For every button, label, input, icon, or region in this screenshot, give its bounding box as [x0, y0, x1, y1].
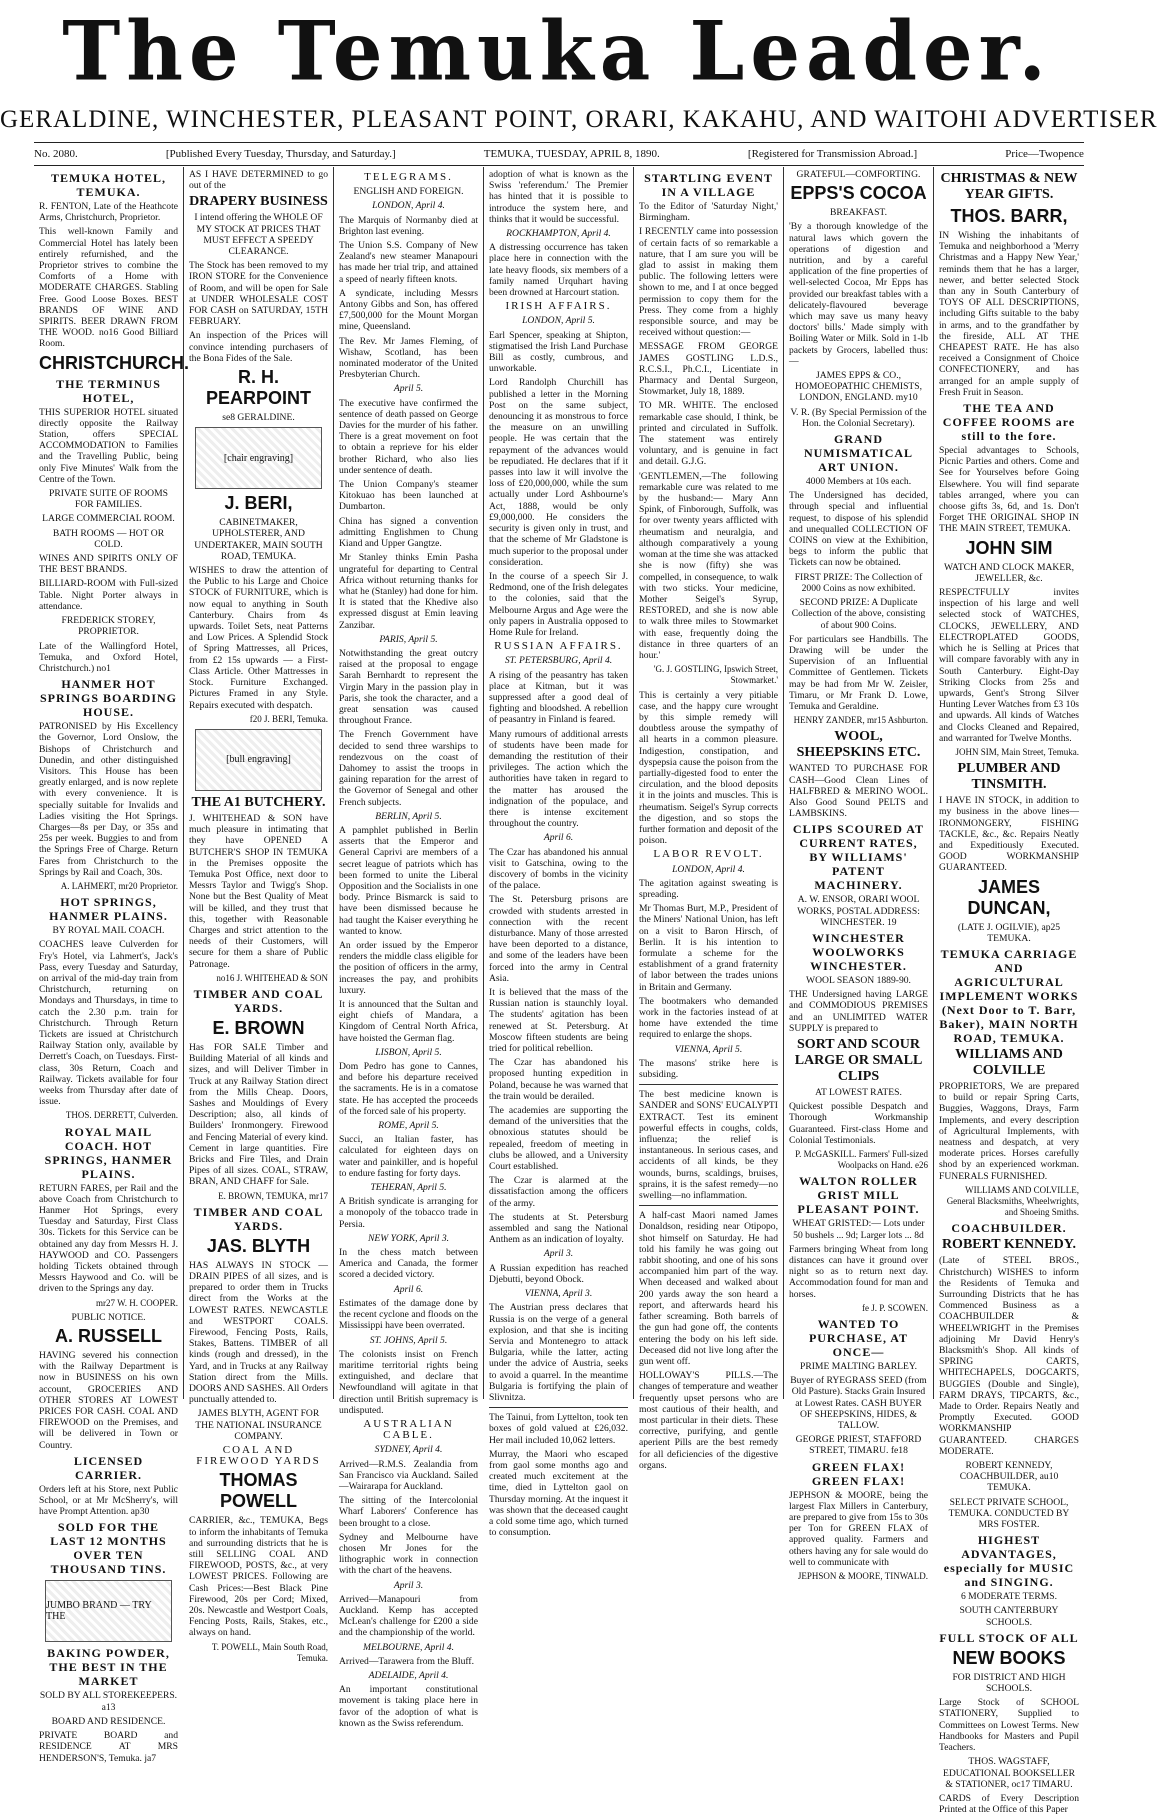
column-text-block: BATH ROOMS — HOT OR COLD.: [52, 527, 165, 550]
column-text-block: NEW YORK, April 3.: [367, 1232, 450, 1244]
column-text-block: A distressing occurrence has taken place here in connection with the late heavy floods, six members of a family named Urquhart having been drowned at Harcourt station.: [489, 242, 628, 299]
divider: [639, 1205, 778, 1206]
column-text-block: A. RUSSELL: [54, 1326, 162, 1347]
column-text-block: no16 J. WHITEHEAD & SON: [216, 972, 328, 983]
column-text-block: THOMAS POWELL: [219, 1470, 298, 1512]
column-text-block: ADELAIDE, April 4.: [368, 1669, 449, 1681]
column-text-block: PRIVATE SUITE OF ROOMS FOR FAMILIES.: [49, 488, 168, 511]
column-text-block: CHRISTMAS & NEW YEAR GIFTS.: [940, 171, 1078, 202]
column-text-block: NEW BOOKS: [952, 1647, 1066, 1668]
column-text-block: LONDON, April 5.: [522, 315, 595, 327]
column-text-block: AS I HAVE DETERMINED to go out of the: [189, 169, 328, 192]
column-text-block: ENGLISH AND FOREIGN.: [353, 186, 464, 198]
column-text-block: It is announced that the Sultan and eight chiefs of Mandara, a Kingdom of Central North Africa, have hoisted the German flag.: [339, 999, 478, 1044]
column-text-block: ROBERT KENNEDY, COACHBUILDER, au10 TEMUKA.: [959, 1460, 1059, 1494]
column-text-block: Many rumours of additional arrests of students have been made for demanding the restitution of their privileges. The action which the authorities have taken in regard to the matter has aroused the indignation of the populace, and there is intense excitement throughout the country.: [489, 728, 628, 830]
column-text-block: The Marquis of Normanby died at Brighton last evening.: [339, 214, 478, 237]
column-text-block: SOUTH CANTERBURY SCHOOLS.: [959, 1605, 1059, 1628]
column-text-block: A. LAHMERT, mr20 Proprietor.: [60, 880, 178, 891]
column-text-block: Quickest possible Despatch and Thorough Workmanship Guaranteed. First-class Home and Colonial Testimonials.: [789, 1101, 928, 1146]
column-text-block: HIGHEST ADVANTAGES, especially for MUSIC and SINGING.: [943, 1533, 1075, 1590]
column-text-block: Has FOR SALE Timber and Building Material of all kinds and sizes, and will Deliver Timber in Truck at any Railway Station direct from the Mills Cheap. Doors, Sashes and Mouldings of Every Description; also, all kinds of Builders' Ironmongery. Firewood and Fencing Material of every kind. Cement in large quantities. Fire Bricks and Fire Tiles, and Drain Pipes of all sizes. COAL, STRAW, BRAN, AND CHAFF for Sale.: [189, 1041, 328, 1188]
column-text-block: April 6.: [543, 832, 574, 844]
column-text-block: WINCHESTER WOOLWORKS WINCHESTER.: [810, 930, 907, 973]
column-text-block: WILLIAMS AND COLVILLE: [955, 1046, 1063, 1078]
column-text-block: Special advantages to Schools, Picnic Parties and others. Come and See for Yourselves before Going Elsewhere. You will find separate tables arranged, where you can choose gifts 3s, 6d, and 1s. Don't Forget THE ORIGINAL SHOP IN THE MAIN STREET, TEMUKA.: [939, 445, 1079, 535]
column-text-block: April 6.: [393, 1283, 424, 1295]
column-text-block: HENRY ZANDER, mr15 Ashburton.: [793, 715, 928, 726]
column-text-block: The Austrian press declares that Russia is on the verge of a general explosion, and that she is inciting Servia and Montenegro to attack Bulgaria, while the latter, acting under the advice of Austria, seeks to avoid a quarrel. In the meantime Bulgaria is fortifying the plain of Slivnitza.: [489, 1302, 628, 1403]
column-text-block: WATCH AND CLOCK MAKER, JEWELLER, &c.: [943, 561, 1075, 584]
column-text-block: RESPECTFULLY invites inspection of his large and well selected stock of WATCHES, CLOCKS, JEWELLERY, AND ELECTROPLATED GOODS, which he is Selling at Prices that will compare favorably with any in South Canterbury. Eight-Day Striking Clocks from 25s and upwards, Gent's Strong Silver Hunting Lever Watches from £3 10s and upwards. All kinds of Watches and Clocks Cleaned and Repaired, and warranted for Twelve Months.: [939, 587, 1079, 744]
column-text-block: The Czar has abandoned his annual visit to Gatschina, owing to the discovery of bombs in the vicinity of the palace.: [489, 846, 628, 892]
column-text-block: PLUMBER AND TINSMITH.: [957, 761, 1061, 793]
column-text-block: A. W. ENSOR, ORARI WOOL WORKS, POSTAL ADDRESS: WINCHESTER. 19: [797, 894, 920, 928]
column-text-block: LICENSED CARRIER.: [73, 1453, 144, 1482]
column-text-block: The Undersigned has decided, through special and influential request, to dispose of his splendid and unequalled COLLECTION OF COINS on view at the Exhibition, begs to inform the public that Tickets can now be obtained.: [789, 490, 928, 569]
column-text-block: BILLIARD-ROOM with Full-sized Table. Night Porter always in attendance.: [39, 578, 178, 612]
column-text-block: A half-cast Maori named James Donaldson, residing near Otipopo, shot himself on Saturday. He had told his family he was going out rabbit shooting, and one of his sons accompanied him part of the way. When deceased and walked about 200 yards away the son heard a report, and afterwards heard his father screaming. Both barrels of the gun had gone off, the contents entering the body on his left side. Deceased did not live long after the gun went off.: [639, 1210, 778, 1367]
column-text-block: BAKING POWDER, THE BEST IN THE MARKET: [47, 1646, 170, 1689]
column-text-block: MELBOURNE, April 4.: [363, 1641, 454, 1653]
column-text-block: A British syndicate is arranging for a monopoly of the tobacco trade in Persia.: [339, 1196, 478, 1230]
column-2: [184, 167, 334, 1663]
column-text-block: TIMBER AND COAL YARDS.: [193, 986, 324, 1015]
column-text-block: I RECENTLY came into possession of certain facts of so remarkable a nature, that I am sure you will be glad to assist in making them public. The following letters were shown to me, and I at once begged permission to copy them for the Press. They come from a highly responsible source, and may be received without question:—: [639, 226, 778, 339]
column-text-block: ROBERT KENNEDY.: [941, 1237, 1077, 1253]
column-text-block: 'By a thorough knowledge of the natural laws which govern the operations of digestion and nutrition, and by a careful application of the fine properties of well-selected Cocoa, Mr Epps has provided our breakfast tables with a delicately-flavoured beverage which may save us many heavy doctors' bills.' Made simply with Boiling Water or Milk. Sold in 1-lb packets by Grocers, labelled thus:—: [789, 221, 928, 367]
column-text-block: PRIME MALTING BARLEY.: [799, 1361, 917, 1373]
column-text-block: R. FENTON, Late of the Heathcote Arms, Christchurch, Proprietor.: [39, 201, 178, 224]
column-text-block: The Czar has abandoned his proposed hunting expedition in Poland, because he was warned that the train would be derailed.: [489, 1057, 628, 1102]
column-text-block: WISHES to draw the attention of the Public to his Large and Choice STOCK of FURNITURE, which is now equal to anything in South Canterbury. Chairs from 4s upwards. Toilet Sets, neat Patterns and Low Prices. A Splendid Stock of Spring Mattresses, all Prices, from £2 15s upwards — a First-Class Article. Other Mattresses in Stock. Furniture Exchanged. Pictures Framed in any Style. Repairs executed with despatch.: [189, 565, 328, 711]
column-text-block: STARTLING EVENT IN A VILLAGE: [644, 171, 773, 199]
column-text-block: The Union S.S. Company of New Zealand's new steamer Manapouri has made her trial trip, and attained a speed of nearly fifteen knots.: [339, 240, 478, 285]
column-text-block: CHRISTCHURCH.: [39, 352, 189, 373]
column-text-block: WHEAT GRISTED:— Lots under 50 bushels ... 9d; Larger lots ... 8d: [792, 1218, 925, 1241]
column-text-block: IN Wishing the inhabitants of Temuka and neighborhood a 'Merry Christmas and a Happy New Year,' reminds them that he has a larger, newer, and better selected Stock than any in South Canterbury of TOYS OF ALL DESCRIPTIONS, including Gifts suitable to the baby in arms, and to the grandfather by the fireside, ALL AT THE CHEAPEST RATE. He has also received a Consignment of Choice CONFECTIONERY, and has arranged for an ample supply of Fresh Fruit in Season.: [939, 230, 1079, 398]
column-text-block: R. H. PEARPOINT: [205, 367, 311, 409]
column-text-block: Arrived—R.M.S. Zealandia from San Francisco via Auckland. Sailed—Wairarapa for Auckland.: [339, 1458, 478, 1492]
column-text-block: PUBLIC NOTICE.: [71, 1311, 146, 1323]
column-text-block: WANTED TO PURCHASE, AT ONCE—: [808, 1317, 909, 1360]
column-text-block: Murray, the Maori who escaped from gaol some months ago and created much excitement at the time, died in Lyttelton gaol on Thursday morning. At the inquest it was shown that the deceased caught a cold some time ago, which turned to consumption.: [489, 1448, 628, 1539]
column-text-block: Arrived—Manapouri from Auckland. Kemp has accepted McLean's challenge for £200 a side and the championship of the world.: [339, 1593, 478, 1639]
column-text-block: THOS. BARR,: [950, 206, 1068, 226]
column-text-block: BREAKFAST.: [830, 207, 887, 219]
column-text-block: Sydney and Melbourne have chosen Mr Jones for the lithographic work in connection with the chart of the heavens.: [339, 1531, 478, 1577]
column-text-block: WINES AND SPIRITS ONLY OF THE BEST BRANDS.: [39, 553, 178, 576]
column-text-block: The sitting of the Intercolonial Wharf Laborers' Conference has been brought to a close.: [339, 1495, 478, 1529]
column-text-block: It is believed that the mass of the Russian nation is staunchly loyal. The students' agitation has been renewed at St. Petersburg. At Moscow fifteen students are being tried for political rebellion.: [489, 987, 628, 1055]
column-text-block: FIRST PRIZE: The Collection of 2000 Coins as now exhibited.: [794, 571, 923, 594]
column-text-block: Mr Thomas Burt, M.P., President of the Miners' National Union, has left on a visit to Baron Hirsch, of Berlin. It is his intention to formulate a scheme for the establishment of a grand fraternity of labor between the trades unions in Britain and Germany.: [639, 903, 778, 993]
column-text-block: BOARD AND RESIDENCE.: [51, 1715, 166, 1727]
registered-note: [Registered for Transmission Abroad.]: [747, 148, 918, 160]
column-text-block: THOS. WAGSTAFF, EDUCATIONAL BOOKSELLER & STATIONER, oc17 TIMARU.: [942, 1756, 1076, 1790]
column-text-block: The academies are supporting the demand of the universities that the obnoxious statutes should be repealed, freedom of meeting in clubs be allowed, and a University Court established.: [489, 1105, 628, 1173]
column-text-block: se8 GERALDINE.: [222, 412, 295, 424]
column-text-block: AUSTRALIAN CABLE.: [363, 1417, 454, 1442]
column-text-block: In the course of a speech Sir J. Redmond, one of the Irish delegates to the colonies, said that the Melbourne Argus and Age were the only papers in Australia opposed to Home Rule for Ireland.: [489, 570, 628, 638]
column-text-block: Succi, an Italian faster, has calculated for eighteen days on water and painkiller, and is hopeful to endure fasting for forty days.: [339, 1134, 478, 1179]
column-text-block: 'GENTLEMEN,—The following remarkable cure was related to me by the husband:— Mary Ann Spink, of Finborough, Suffolk, was for over twenty years afflicted with rheumatism and neuralgia, and although comparatively a young woman at the time she was attacked she is now (fifty) she was compelled, in consequence, to walk with two sticks. Your medicine, Mother Seigel's Syrup, RESTORED, and she is now able to walk three miles to Stowmarket with ease, frequently doing the distance in three quarters of an hour.': [639, 470, 778, 661]
column-text-block: To the Editor of 'Saturday Night,' Birmingham.: [639, 201, 778, 224]
column-text-block: The Czar is alarmed at the dissatisfaction among the officers of the army.: [489, 1175, 628, 1209]
column-text-block: IRISH AFFAIRS.: [505, 300, 612, 313]
column-text-block: The French Government have decided to send three warships to rendezvous on the coast of Dahomey to assist the troops in gaining reparation for the arrest of the Governor of Senegal and other French subjects.: [339, 729, 478, 808]
column-text-block: ST. JOHNS, April 5.: [369, 1334, 448, 1346]
column-text-block: A Russian expedition has reached Djebutti, beyond Obock.: [489, 1262, 628, 1285]
column-text-block: WALTON ROLLER GRIST MILL PLEASANT POINT.: [797, 1174, 920, 1217]
column-text-block: THIS SUPERIOR HOTEL situated directly opposite the Railway Station, offers SPECIAL ACCOMMODATION to Families and the Travelling Public, being only Five Minutes' Walk from the Centre of the Town.: [39, 406, 178, 485]
column-text-block: HOT SPRINGS, HANMER PLAINS.: [49, 895, 168, 924]
column-text-block: JEPHSON & MOORE, being the largest Flax Millers in Canterbury, are prepared to give from 15s to 30s per Ton for GREEN FLAX of approved quality. Farmers and others having any for sale would do well to communicate with: [789, 1489, 928, 1568]
column-text-block: GEORGE PRIEST, STAFFORD STREET, TIMARU. fe18: [795, 1434, 922, 1457]
column-6: [784, 167, 934, 1582]
column-text-block: For particulars see Handbills. The Drawing will be under the Supervision of an Influential Committee of Gentlemen. Tickets may be had from Mr W. Zeisler, Timaru, or Mr Frank D. Lowe, Temuka and Geraldine.: [789, 633, 928, 712]
column-text-block: PARIS, April 5.: [379, 633, 438, 645]
column-text-block: EPPS'S COCOA: [790, 183, 927, 204]
column-text-block: GRAND NUMISMATICAL ART UNION.: [803, 432, 914, 475]
column-text-block: TEMUKA HOTEL, TEMUKA.: [50, 171, 167, 199]
column-text-block: ST. PETERSBURG, April 4.: [504, 655, 613, 667]
column-text-block: The Stock has been removed to my IRON STORE for the Convenience of Room, and will be open for Sale at UNDER WHOLESALE COST FOR CASH on SATURDAY, 15TH FEBRUARY.: [189, 260, 328, 328]
newspaper-title: The Temuka Leader.: [62, 3, 1052, 100]
column-text-block: Estimates of the damage done by the recent cyclone and floods on the Mississippi have been overrated.: [339, 1297, 478, 1332]
column-text-block: I intend offering the WHOLE OF MY STOCK AT PRICES THAT MUST EFFECT A SPEEDY CLEARANCE.: [194, 212, 323, 258]
column-text-block: LONDON, April 4.: [372, 200, 445, 212]
column-text-block: BERLIN, April 5.: [375, 810, 442, 822]
column-text-block: Mr Stanley thinks Emin Pasha ungrateful for departing to Central Africa without returning thanks for what he (Stanley) had done for him. It is stated that the Khedive also expressed disgust at Emin leaving Zanzibar.: [339, 552, 478, 631]
column-text-block: adoption of what is known as the Swiss 'referendum.' The Premier has hinted that it is possible to introduce the system here, and thinks that it would be successful.: [489, 169, 628, 225]
column-text-block: Orders left at his Store, next Public School, or at Mr McSherry's, will have Prompt Attention. ap30: [39, 1483, 178, 1518]
column-text-block: FREDERICK STOREY, PROPRIETOR.: [61, 615, 156, 638]
column-text-block: E. BROWN: [212, 1017, 305, 1038]
divider: [489, 1407, 628, 1408]
illustration: [chair engraving]: [195, 427, 322, 489]
column-text-block: TEHERAN, April 5.: [370, 1182, 447, 1194]
publish-note: [Published Every Tuesday, Thursday, and Saturday.]: [165, 148, 396, 160]
column-text-block: ROCKHAMPTON, April 4.: [506, 228, 611, 240]
column-text-block: CABINETMAKER, UPHOLSTERER, AND UNDERTAKER, MAIN SOUTH ROAD, TEMUKA.: [194, 517, 323, 562]
column-text-block: GREEN FLAX! GREEN FLAX!: [811, 1459, 906, 1488]
column-text-block: The best medicine known is SANDER and SONS' EUCALYPTI EXTRACT. Test its eminent powerful effects in coughs, colds, influenza; the relief is instantaneous. In serious cases, and accidents of all kinds, be they wounds, burns, scaldings, bruises, sprains, it is the safest remedy—no swelling—no inflammation.: [639, 1089, 778, 1202]
column-text-block: The Union Company's steamer Kitokuao has been launched at Dumbarton.: [339, 479, 478, 513]
column-text-block: FOR DISTRICT AND HIGH SCHOOLS.: [952, 1671, 1066, 1695]
column-text-block: TEMUKA CARRIAGE AND AGRICULTURAL IMPLEMENT WORKS (Next Door to T. Barr, Baker), MAIN NORTH ROAD, TEMUKA.: [939, 946, 1079, 1045]
column-text-block: Large Stock of SCHOOL STATIONERY, Supplied to Committees on Lowest Terms. New Handbooks for Masters and Pupil Teachers.: [939, 1697, 1079, 1754]
column-text-block: FULL STOCK OF ALL: [939, 1630, 1079, 1645]
column-1: [34, 167, 189, 1764]
column-text-block: TELEGRAMS.: [364, 171, 453, 183]
column-text-block: JAMES BLYTH, AGENT FOR THE NATIONAL INSURANCE COMPANY.: [195, 1408, 322, 1442]
column-text-block: COAL AND FIREWOOD YARDS: [196, 1444, 321, 1468]
column-text-block: HANMER HOT SPRINGS BOARDING HOUSE.: [39, 677, 178, 720]
column-text-block: MESSAGE FROM GEORGE JAMES GOSTLING L.D.S., R.C.S.I., Ph.C.I., Licentiate in Pharmacy and Dental Surgeon, Stowmarket, July 18, 1889.: [639, 341, 778, 398]
column-text-block: JOHN SIM: [965, 537, 1053, 558]
column-text-block: An important constitutional movement is taking place here in favor of the adoption of what is known as the Swiss referendum.: [339, 1684, 478, 1729]
column-text-block: LABOR REVOLT.: [653, 848, 764, 861]
column-text-block: VIENNA, April 3.: [524, 1288, 593, 1300]
column-text-block: THOS. DERRETT, Culverden.: [65, 1110, 178, 1121]
column-text-block: RUSSIAN AFFAIRS.: [494, 640, 623, 653]
column-text-block: The Rev. Mr James Fleming, of Wishaw, Scotland, has been nominated moderator of the United Presbyterian Church.: [339, 335, 478, 381]
column-text-block: J. BERI,: [224, 493, 293, 514]
column-text-block: 4000 Members at 10s each.: [805, 476, 912, 488]
column-text-block: WOOL, SHEEPSKINS ETC.: [796, 729, 921, 761]
column-text-block: April 3.: [393, 1579, 424, 1591]
column-4: [484, 167, 634, 1539]
column-text-block: WOOL SEASON 1889-90.: [806, 974, 911, 986]
column-text-block: Buyer of RYEGRASS SEED (from Old Pasture). Stacks Grain Insured at Lowest Rates. CASH BUYER OF SHEEPSKINS, HIDES, & TALLOW.: [790, 1375, 927, 1432]
column-text-block: April 3.: [543, 1248, 574, 1260]
column-text-block: Notwithstanding the great outcry raised at the proposal to engage Sarah Bernhardt to represent the Virgin Mary in the passion play in Paris, she took the character, and a great sensation was caused throughout France.: [339, 647, 478, 727]
column-text-block: J. WHITEHEAD & SON have much pleasure in intimating that they have OPENED A BUTCHER'S SHOP IN TEMUKA in the Premises opposite the Temuka Post Office, next door to Messrs Taylor and Twigg's Shop. None but the Best Quality of Meat will be killed, and they trust that this, together with Reasonable Charges and strict attention to the needs of their Customers, will secure for them a share of Public Patronage.: [189, 812, 328, 970]
column-text-block: Lord Randolph Churchill has published a letter in the Morning Post on the same subject, denouncing it as monstrous to force the measure on an unwilling people. He was certain that the repayment of the advances would be repudiated. He declares that if it passes into law it will involve the loss of £20,000,000, while the sum actually under Lord Ashbourne's Act, 1888, would be only £9,000,000. He considers the security is given only in trust, and that the scheme of Mr Gladstone is much superior to the proposal under consideration.: [489, 377, 628, 568]
column-text-block: PRIVATE BOARD and RESIDENCE AT MRS HENDERSON'S, Temuka. ja7: [39, 1730, 178, 1764]
column-text-block: T. POWELL, Main South Road, Temuka.: [211, 1641, 328, 1663]
column-text-block: THE TEA AND COFFEE ROOMS are still to the fore.: [942, 401, 1076, 444]
column-text-block: Earl Spencer, speaking at Shipton, stigmatised the Irish Land Purchase Bill as costly, cumbrous, and unworkable.: [489, 329, 628, 375]
column-text-block: LARGE COMMERCIAL ROOM.: [42, 513, 175, 525]
column-text-block: Arrived—Tarawera from the Bluff.: [339, 1655, 475, 1667]
column-text-block: April 5.: [393, 383, 424, 395]
column-text-block: E. BROWN, TEMUKA, mr17: [218, 1190, 328, 1201]
columns-area: [34, 167, 1084, 1815]
column-text-block: fe J. P. SCOWEN.: [861, 1302, 928, 1313]
column-text-block: JAMES EPPS & CO., HOMOEOPATHIC CHEMISTS, LONDON, ENGLAND. my10: [794, 370, 923, 404]
column-text-block: SECOND PRIZE: A Duplicate Collection of the above, consisting of about 900 Coins.: [791, 597, 926, 631]
column-text-block: f20 J. BERI, Temuka.: [249, 713, 328, 724]
illustration: [bull engraving]: [195, 729, 322, 791]
column-text-block: COACHBUILDER.: [951, 1221, 1067, 1236]
column-text-block: I HAVE IN STOCK, in addition to my business in the above lines—IRONMONGERY, FISHING TACKLE, &c., &c. Repairs Neatly and Expeditiously Executed. GOOD WORKMANSHIP GUARANTEED.: [939, 795, 1079, 874]
column-text-block: JOHN SIM, Main Street, Temuka.: [955, 746, 1079, 757]
column-text-block: LISBON, April 5.: [375, 1046, 442, 1058]
column-text-block: DRAPERY BUSINESS: [189, 194, 328, 210]
issue-dateline: TEMUKA, TUESDAY, APRIL 8, 1890.: [483, 148, 660, 160]
column-text-block: TIMBER AND COAL YARDS.: [193, 1204, 324, 1233]
column-text-block: CARDS of Every Description Printed at the Office of this Paper: [939, 1792, 1079, 1815]
column-text-block: SOLD BY ALL STOREKEEPERS. a13: [39, 1690, 178, 1713]
column-text-block: The students at St. Petersburg assembled and sang the National Anthem as an indication of loyalty.: [489, 1211, 628, 1246]
column-text-block: The agitation against sweating is spreading.: [639, 877, 778, 900]
column-text-block: The St. Petersburg prisons are crowded with students arrested in connection with the recent disturbance. Many of those arrested have been deported to a distance, and some of the leaders have been forced into the army in Central Asia.: [489, 894, 628, 984]
column-text-block: An inspection of the Prices will convince intending purchasers of the Bona Fides of the Sale.: [189, 330, 328, 364]
column-text-block: HOLLOWAY'S PILLS.—The changes of temperature and weather frequently upset persons who are most cautious of their health, and most particular in their diets. These corrective, purifying, and gentle aperient Pills are the best remedy for all deficiencies of the digestive organs.: [639, 1370, 778, 1471]
column-text-block: JAS. BLYTH: [206, 1235, 311, 1256]
column-text-block: WANTED TO PURCHASE FOR CASH—Good Clean Lines of HALFBRED & MERINO WOOL. Also Good Sound PELTS and LAMBSKINS.: [789, 763, 928, 820]
column-text-block: PATRONISED by His Excellency the Governor, Lord Onslow, the Bishops of Christchurch and Dunedin, and other distinguished Visitors. This House has been greatly enlarged, and is now replete with every convenience. It is specially suitable for Invalids and Ladies visiting the Hot Springs. Charges—8s per Day, or 35s and 25s per week. Buggies to and from the Springs Free of Charge. Return Fares from Christchurch to the Springs by Rail and Coach, 30s.: [39, 721, 178, 878]
column-text-block: COACHES leave Culverden for Fry's Hotel, via Lahmert's, Jack's Pass, every Tuesday and Saturday, on arrival of the mid-day train from Christchurch, returning on Mondays and Thursdays, in time to catch the 2.30 p.m. train for Christchurch. Through Return Tickets are issued at Christchurch Railway Station only, available by Derrett's Coach, on Tuesdays. First-class, 30s Return, Coach and Railway. Tickets available for four weeks from Thursday after date of issue.: [39, 939, 178, 1108]
column-text-block: LONDON, April 4.: [672, 863, 745, 875]
column-text-block: Dom Pedro has gone to Cannes, and before his departure received the sacraments. He is in a comatose state. He has accepted the proceeds of the forced sale of his property.: [339, 1061, 478, 1117]
column-text-block: CLIPS SCOURED AT CURRENT RATES, BY WILLIAMS' PATENT MACHINERY.: [792, 822, 925, 893]
column-text-block: THE TERMINUS HOTEL,: [56, 376, 161, 405]
column-text-block: This well-known Family and Commercial Hotel has lately been entirely refurnished, and the Proprietor strives to combine the Comforts of a Home with MODERATE CHARGES. Stabling Free. Good Loose Boxes. BEST BRANDS OF WINE AND SPIRITS. BEER DRAWN FROM THE WOOD. no16 Good Billiard Room.: [39, 226, 178, 350]
column-text-block: JAMES DUNCAN,: [967, 876, 1051, 918]
issue-info-bar: [34, 142, 1084, 166]
column-7: [934, 167, 1084, 1815]
column-text-block: Late of the Wallingford Hotel, Temuka, and Oxford Hotel, Christchurch.) no1: [39, 640, 178, 674]
column-text-block: In the chess match between America and Canada, the former scored a decided victory.: [339, 1247, 478, 1281]
column-text-block: A pamphlet published in Berlin asserts that the Emperor and General Caprivi are members of a secret league of patriots which has been formed to unite the Liberal Opposition and the Socialists in one body. Prince Bismarck is said to have been dismissed because he had taught the Kaiser everything he wanted to know.: [339, 824, 478, 937]
issue-price: Price—Twopence: [1005, 148, 1084, 160]
column-text-block: SOLD FOR THE LAST 12 MONTHS OVER TEN THOUSAND TINS.: [50, 1520, 167, 1577]
illustration: JUMBO BRAND — TRY THE: [45, 1580, 172, 1642]
column-text-block: THE A1 BUTCHERY.: [191, 794, 326, 810]
column-text-block: HAVING severed his connection with the Railway Department is now in BUSINESS on his own account, GROCERIES AND OTHER STORES AT LOWEST PRICES FOR CASH. COAL AND FIREWOOD on the Premises, and will be delivered in Town or Country.: [39, 1350, 178, 1451]
divider: [639, 1084, 778, 1085]
column-text-block: 6 MODERATE TERMS.: [960, 1591, 1058, 1603]
column-text-block: Farmers bringing Wheat from long distances can have it ground over night so as to return next day. Accommodation found for man and horses.: [789, 1243, 928, 1300]
column-text-block: (LATE J. OGILVIE), ap25 TEMUKA.: [957, 921, 1061, 944]
column-text-block: A rising of the peasantry has taken place at Kitman, but it was suppressed after a good deal of fighting and bloodshed. A rebellion of peasantry in Finland is feared.: [489, 669, 628, 726]
column-text-block: The executive have confirmed the sentence of death passed on George Davies for the murder of his father. There is a great movement on foot to obtain a reprieve for his elder brother Richard, who also lies under sentence of death.: [339, 397, 478, 476]
issue-number: No. 2080.: [34, 148, 78, 160]
column-text-block: V. R. (By Special Permission of the Hon. the Colonial Secretary).: [790, 406, 927, 429]
column-text-block: BY ROYAL MAIL COACH.: [52, 925, 165, 937]
column-text-block: AT LOWEST RATES.: [815, 1086, 902, 1098]
column-text-block: GRATEFUL—COMFORTING.: [796, 169, 921, 180]
column-text-block: P. McGASKILL. Farmers' Full-sized Woolpacks on Hand. e26: [795, 1148, 928, 1171]
column-text-block: ROYAL MAIL COACH. HOT SPRINGS, HANMER PLAINS.: [44, 1124, 173, 1181]
newspaper-subtitle: GERALDINE, WINCHESTER, PLEASANT POINT, ORARI, KAKAHU, AND WAITOHI ADVERTISER: [0, 106, 1158, 133]
column-text-block: HAS ALWAYS IN STOCK — DRAIN PIPES of all sizes, and is prepared to order them in Trucks direct from the Works at the LOWEST RATES. NEWCASTLE and WESTPORT COALS. Firewood, Fencing Posts, Rails, Stakes, Battens. TIMBER of all kinds (rough and dressed), in the Yard, and in Trucks at any Railway Station direct from the Mills. DOORS AND SASHES. All Orders punctually attended to.: [189, 1259, 328, 1406]
column-text-block: The masons' strike here is subsiding.: [639, 1057, 778, 1081]
column-text-block: The colonists insist on French maritime territorial rights being extinguished, and declare that Newfoundland will agitate in that direction until British supremacy is undisputed.: [339, 1348, 478, 1416]
column-text-block: A syndicate, including Messrs Antony Gibbs and Son, has offered £7,500,000 for the Mount Morgan mine, Queensland.: [339, 287, 478, 333]
column-text-block: 'G. J. GOSTLING, Ipswich Street, Stowmarket.': [653, 664, 778, 686]
column-text-block: CARRIER, &c., TEMUKA, Begs to inform the inhabitants of Temuka and surrounding districts that he is still SELLING COAL AND FIREWOOD, POSTS, &c., at very LOWEST PRICES. Following are Cash Prices:—Best Black Pine Firewood, 20s per Cord; Mixed, 20s. Newcastle and Westport Coals, Fencing Posts, Rails, Stakes, etc., always on hand.: [189, 1515, 328, 1639]
column-text-block: JEPHSON & MOORE, TINWALD.: [797, 1571, 928, 1582]
column-text-block: An order issued by the Emperor renders the middle class eligible for the position of officers in the army, increases the pay, and prohibits luxury.: [339, 940, 478, 996]
column-text-block: VIENNA, April 5.: [674, 1043, 743, 1055]
column-text-block: SORT AND SCOUR LARGE OR SMALL CLIPS: [794, 1036, 923, 1084]
column-text-block: THE Undersigned having LARGE and COMMODIOUS PREMISES and an UNLIMITED WATER SUPPLY is prepared to: [789, 989, 928, 1034]
column-3: [334, 167, 484, 1729]
column-text-block: The bootmakers who demanded work in the factories instead of at home have extended the time required to enlarge the shops.: [639, 995, 778, 1041]
column-text-block: RETURN FARES, per Rail and the above Coach from Christchurch to Hanmer Hot Springs, every Tuesday and Saturday, First Class 30s. Tickets for this Service can be obtained any day from Messrs H. J. HAYWOOD and CO. Passengers holding Tickets obtained through Messrs Haywood and Co. will be driven to the Springs any day.: [39, 1182, 178, 1295]
column-text-block: PROPRIETORS, We are prepared to build or repair Spring Carts, Buggies, Waggons, Drays, Farm Implements, and every description of Agricultural Implements, with neatness and despatch, at very moderate prices. Horses carefully shod by an experienced workman. FUNERALS FURNISHED.: [939, 1080, 1079, 1182]
column-text-block: WILLIAMS AND COLVILLE, General Blacksmiths, Wheelwrights, and Shoeing Smiths.: [946, 1184, 1079, 1218]
column-5: [634, 167, 784, 1471]
column-text-block: TO MR. WHITE. The enclosed remarkable case should, I think, be printed and circulated in Suffolk. The statement was entirely voluntary, and is genuine in fact and detail. G.J.G.: [639, 400, 778, 468]
column-text-block: ROME, April 5.: [378, 1120, 439, 1132]
column-text-block: SELECT PRIVATE SCHOOL, TEMUKA. CONDUCTED BY MRS FOSTER.: [948, 1496, 1070, 1531]
column-text-block: SYDNEY, April 4.: [374, 1444, 443, 1456]
column-text-block: This is certainly a very pitiable case, and the happy cure wrought by this simple remedy will doubtless arouse the sympathy of all hearts in a common pleasure. Indigestion, constipation, and dyspepsia cause the poison from the partially-digested food to enter the circulation, and the blood deposits it in the joints and muscles. This is rheumatism. Seigel's Syrup corrects the digestion, and so stops the further formation and deposit of the poison.: [639, 689, 778, 847]
masthead: [0, 3, 1114, 100]
column-text-block: mr27 W. H. COOPER.: [95, 1297, 178, 1308]
column-text-block: (Late of STEEL BROS., Christchurch) WISHES to inform the Residents of Temuka and Surrounding Districts that he has Commenced Business as a COACHBUILDER & WHEELWRIGHT in the Premises adjoining Mr David Henry's Blacksmith's Shop. All kinds of SPRING CARTS, WHITECHAPELS, DOGCARTS, BUGGIES (Double and Single), FARM DRAYS, TIPCARTS, &c., Made to Order. Repairs Neatly and Promptly Executed. GOOD WORKMANSHIP GUARANTEED. CHARGES MODERATE.: [939, 1255, 1079, 1457]
column-text-block: The Tainui, from Lyttelton, took ten boxes of gold valued at £26,032. Her mail included 10,062 letters.: [489, 1412, 628, 1446]
column-text-block: China has signed a convention admitting Englishmen to Chung Kiand and Upper Gangtze.: [339, 515, 478, 550]
